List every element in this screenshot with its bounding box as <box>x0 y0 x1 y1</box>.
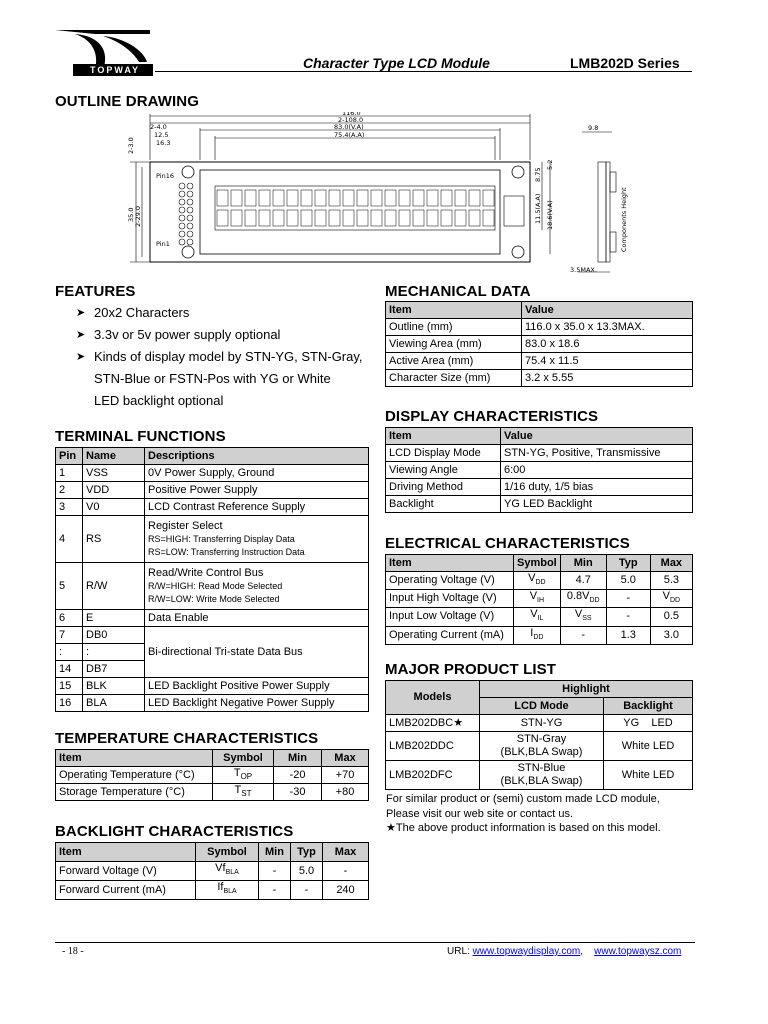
feature-item-continued: STN-Blue or FSTN-Pos with YG or White <box>94 371 331 386</box>
brand-name: TOPWAY <box>89 65 140 75</box>
table-row: Operating Temperature (°C) $T_{OP}$ -20 +70 <box>56 767 369 784</box>
table-header-row: Item Value <box>386 302 693 319</box>
products-title: MAJOR PRODUCT LIST <box>385 661 556 678</box>
backlight-title: BACKLIGHT CHARACTERISTICS <box>55 823 294 840</box>
arrow-bullet-icon: ➤ <box>76 329 86 341</box>
note-line: Please visit our web site or contact us. <box>386 807 574 820</box>
dim-hole-3: 2-3.0 <box>127 137 135 154</box>
feature-item: ➤ 3.3v or 5v power supply optional <box>76 324 363 346</box>
pin16-label: Pin16 <box>156 172 174 180</box>
dim-875: 8.75 <box>534 167 542 182</box>
table-row: Active Area (mm) 75.4 x 11.5 <box>386 353 693 370</box>
feature-item-continued: LED backlight optional <box>94 393 224 408</box>
table-header-row: Models Highlight <box>386 681 693 698</box>
table-row: 4 RS Register Select RS=HIGH: Transferring Display Data RS=LOW: Transferring Instruction Data <box>56 516 369 563</box>
dim-view-height: 18.6(V.A) <box>546 200 554 230</box>
table-row: Storage Temperature (°C) $T_{ST}$ -30 +80 <box>56 784 369 801</box>
footer-urls: URL: www.topwaydisplay.com, www.topwaysz.com <box>447 946 682 957</box>
col-header: Name <box>83 448 145 465</box>
table-header-row: LCD Mode Backlight <box>386 698 693 715</box>
product-notes <box>386 792 661 836</box>
dim-hole-span: 2-108.0 <box>338 116 364 124</box>
table-header-row <box>56 448 369 465</box>
note-line: ★The above product information is based on this model. <box>386 822 661 834</box>
terminal-table <box>55 447 369 712</box>
table-row: Forward Current (mA) $If_{BLA}$ - - 240 <box>56 881 369 900</box>
table-row: LCD Display Mode STN-YG, Positive, Transmissive <box>386 445 693 462</box>
components-height-label: Components Height <box>620 187 628 252</box>
document-title: Character Type LCD Module <box>303 55 490 71</box>
website-link-alt[interactable]: www.topwaysz.com <box>594 946 682 957</box>
products-table <box>385 680 693 790</box>
note-line: For similar product or (semi) custom made LCD module, <box>386 793 660 805</box>
company-logo <box>55 26 155 76</box>
table-row: Backlight YG LED Backlight <box>386 496 693 513</box>
features-title: FEATURES <box>55 283 136 300</box>
table-row: LMB202DBC★ STN-YG YG LED <box>386 715 693 732</box>
dim-active-area: 75.4(A.A) <box>334 131 365 139</box>
table-row: Input High Voltage (V) $V_{IH}$ $0.8V_{DD}$ - $V_{DD}$ <box>386 590 693 608</box>
table-row: Viewing Area (mm) 83.0 x 18.6 <box>386 336 693 353</box>
table-row: 15 BLK LED Backlight Positive Power Supply <box>56 678 369 695</box>
table-row: Driving Method 1/16 duty, 1/5 bias <box>386 479 693 496</box>
electrical-table <box>385 554 693 645</box>
dim-52: 5.2 <box>546 159 554 170</box>
mechanical-table <box>385 301 693 387</box>
temperature-title: TEMPERATURE CHARACTERISTICS <box>55 730 319 747</box>
url-label: URL: <box>447 946 470 957</box>
features-list <box>76 302 363 412</box>
table-row: 1 VSS 0V Power Supply, Ground <box>56 465 369 482</box>
col-header: Descriptions <box>145 448 369 465</box>
dim-left-125: 12.5 <box>154 131 169 139</box>
mechanical-title: MECHANICAL DATA <box>385 283 531 300</box>
dim-width: 116.0 <box>342 112 361 117</box>
table-header-row: Item Symbol Min Typ Max <box>56 843 369 862</box>
outline-title: OUTLINE DRAWING <box>55 93 199 110</box>
footer-rule <box>55 942 695 943</box>
table-header-row: Item Symbol Min Typ Max <box>386 555 693 572</box>
dim-viewing-area: 83.0(V.A) <box>334 123 364 131</box>
arrow-bullet-icon: ➤ <box>76 351 86 363</box>
page-number: - 18 - <box>62 946 84 957</box>
side-dim-98: 9.8 <box>588 124 599 132</box>
table-row: 2 VDD Positive Power Supply <box>56 482 369 499</box>
electrical-title: ELECTRICAL CHARACTERISTICS <box>385 535 630 552</box>
table-row: 7 DB0 Bi-directional Tri-state Data Bus <box>56 627 369 644</box>
table-header-row: Item Value <box>386 428 693 445</box>
dim-active-height: 11.5(A.A) <box>534 193 542 224</box>
pin1-label: Pin1 <box>156 240 170 248</box>
table-row: 16 BLA LED Backlight Negative Power Supply <box>56 695 369 712</box>
temperature-table <box>55 749 369 801</box>
table-row: LMB202DDC STN-Gray (BLK,BLA Swap) White LED <box>386 732 693 761</box>
feature-item: ➤ 20x2 Characters <box>76 302 363 324</box>
display-title: DISPLAY CHARACTERISTICS <box>385 408 599 425</box>
table-row: 14 DB7 <box>56 661 369 678</box>
table-row: LMB202DFC STN-Blue (BLK,BLA Swap) White LED <box>386 761 693 790</box>
dim-left-163: 16.3 <box>156 139 171 147</box>
header-rule <box>155 71 692 72</box>
table-row: Character Size (mm) 3.2 x 5.55 <box>386 370 693 387</box>
side-dim-35max: 3.5MAX. <box>570 266 597 274</box>
table-header-row: Item Symbol Min Max <box>56 750 369 767</box>
dim-left-4: 2-4.0 <box>150 123 167 131</box>
table-row: Forward Voltage (V) $Vf_{BLA}$ - 5.0 - <box>56 862 369 881</box>
arrow-bullet-icon: ➤ <box>76 307 86 319</box>
dim-hole-height: 2-29.0 <box>134 206 142 227</box>
col-header: Pin <box>56 448 83 465</box>
table-row: 6 E Data Enable <box>56 610 369 627</box>
table-row: Operating Current (mA) $I_{DD}$ - 1.3 3.0 <box>386 626 693 644</box>
table-row: Viewing Angle 6:00 <box>386 462 693 479</box>
dim-height: 35.0 <box>127 207 135 222</box>
table-row: Operating Voltage (V) $V_{DD}$ 4.7 5.0 5.3 <box>386 572 693 590</box>
feature-item: ➤ Kinds of display model by STN-YG, STN-Gray, <box>76 346 363 368</box>
table-row: Outline (mm) 116.0 x 35.0 x 13.3MAX. <box>386 319 693 336</box>
terminal-title: TERMINAL FUNCTIONS <box>55 428 226 445</box>
table-row: 5 R/W Read/Write Control Bus R/W=HIGH: Read Mode Selected R/W=LOW: Write Mode Selected <box>56 563 369 610</box>
backlight-table <box>55 842 369 900</box>
outline-drawing <box>120 112 640 282</box>
website-link[interactable]: www.topwaydisplay.com <box>472 946 581 957</box>
table-row: Input Low Voltage (V) $V_{IL}$ $V_{SS}$ - 0.5 <box>386 608 693 626</box>
series-name: LMB202D Series <box>570 55 680 71</box>
display-table <box>385 427 693 513</box>
table-row: 3 V0 LCD Contrast Reference Supply <box>56 499 369 516</box>
table-row: : : <box>56 644 369 661</box>
